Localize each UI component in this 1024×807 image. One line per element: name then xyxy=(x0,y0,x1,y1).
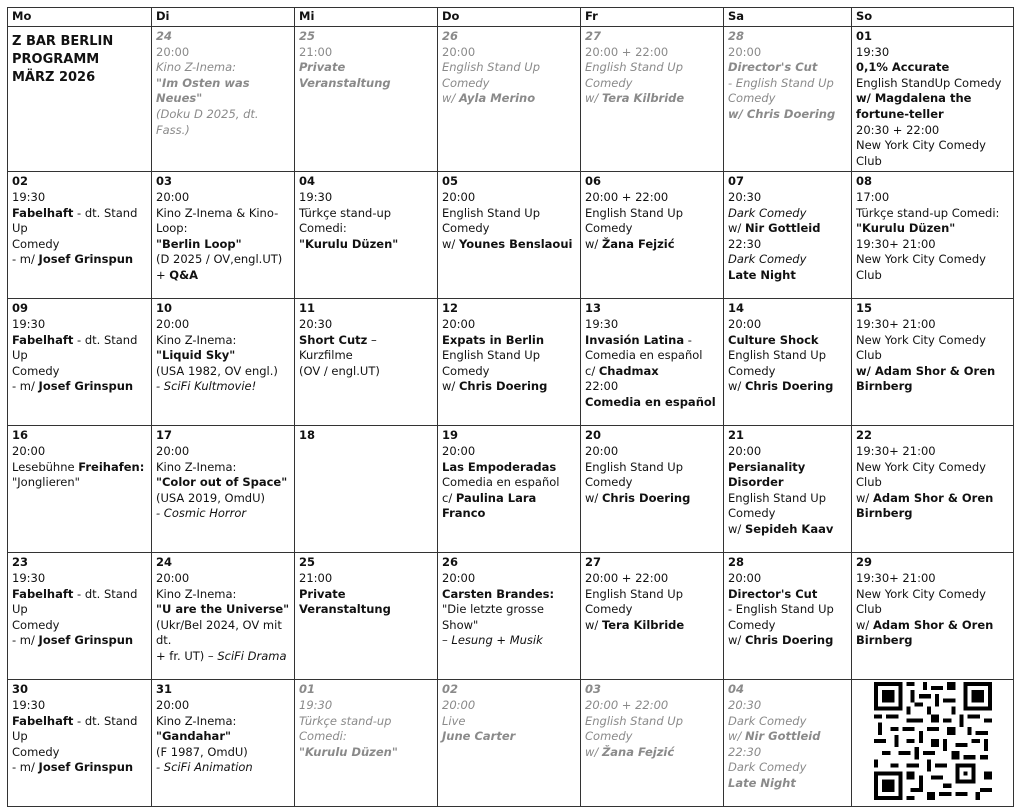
week-row-5 xyxy=(8,553,1014,680)
day-number: 28 xyxy=(728,555,745,570)
day-number: 09 xyxy=(12,301,29,316)
day-number: 29 xyxy=(856,555,873,570)
day-number: 24 xyxy=(156,29,173,43)
day-number: 15 xyxy=(856,301,873,316)
day-number: 12 xyxy=(442,301,459,316)
day-number: 01 xyxy=(856,29,873,43)
header-friday: Fr xyxy=(581,8,724,27)
day-number: 25 xyxy=(299,555,316,570)
day-number: 03 xyxy=(156,174,173,189)
day-cell: 29 19:30+ 21:00 New York City Comedy Club w/ Adam Shor & Oren Birnberg xyxy=(852,553,1014,680)
day-number: 27 xyxy=(585,29,602,43)
day-cell: 30 19:30 Fabelhaft - dt. Stand Up Comedy - m/ Josef Grinspun xyxy=(8,680,152,807)
day-number: 30 xyxy=(12,682,29,697)
day-number: 26 xyxy=(442,555,459,570)
day-cell: 11 20:30 Short Cutz – Kurzfilme (OV / engl.UT) xyxy=(295,299,438,426)
day-cell: 31 20:00 Kino Z-Inema: "Gandahar" (F 1987, OmdU) - SciFi Animation xyxy=(152,680,295,807)
day-cell: 04 20:30 Dark Comedy w/ Nir Gottleid 22:30 Dark Comedy Late Night xyxy=(724,680,852,807)
day-number: 18 xyxy=(299,428,316,443)
day-cell: 24 20:00 Kino Z-Inema: "Im Osten was Neues" (Doku D 2025, dt. Fass.) xyxy=(152,27,295,172)
header-wednesday: Mi xyxy=(295,8,438,27)
program-title-cell xyxy=(8,27,152,172)
qr-code xyxy=(873,682,993,800)
day-cell: 20 20:00 English Stand Up Comedy w/ Chris Doering xyxy=(581,426,724,553)
day-number: 27 xyxy=(585,555,602,570)
day-cell: 01 19:30 Türkçe stand-up Comedi: "Kurulu Düzen" xyxy=(295,680,438,807)
day-number: 02 xyxy=(442,682,459,697)
day-number: 13 xyxy=(585,301,602,316)
day-cell: 12 20:00 Expats in Berlin English Stand Up Comedy w/ Chris Doering xyxy=(438,299,581,426)
qr-code-cell xyxy=(852,680,1014,807)
day-number: 11 xyxy=(299,301,316,316)
day-number: 01 xyxy=(299,682,316,697)
program-title: Z BAR BERLIN PROGRAMM MÄRZ 2026 xyxy=(12,34,114,85)
day-number: 16 xyxy=(12,428,29,443)
week-row-6 xyxy=(8,680,1014,807)
day-cell: 06 20:00 + 22:00 English Stand Up Comedy w/ Žana Fejzić xyxy=(581,172,724,299)
week-row-3 xyxy=(8,299,1014,426)
day-number: 21 xyxy=(728,428,745,443)
day-cell: 07 20:30 Dark Comedy w/ Nir Gottleid 22:30 Dark Comedy Late Night xyxy=(724,172,852,299)
day-cell: 22 19:30+ 21:00 New York City Comedy Club w/ Adam Shor & Oren Birnberg xyxy=(852,426,1014,553)
day-cell: 13 19:30 Invasión Latina - Comedia en español c/ Chadmax 22:00 Comedia en español xyxy=(581,299,724,426)
day-number: 19 xyxy=(442,428,459,443)
week-row-4 xyxy=(8,426,1014,553)
day-cell: 08 17:00 Türkçe stand-up Comedi: "Kurulu Düzen" 19:30+ 21:00 New York City Comedy Club xyxy=(852,172,1014,299)
day-number: 23 xyxy=(12,555,29,570)
day-cell: 01 19:30 0,1% Accurate English StandUp Comedy w/ Magdalena the fortune-teller 20:30 + 22:00 New York City Comedy Club xyxy=(852,27,1014,172)
day-cell xyxy=(295,426,438,553)
day-cell: 03 20:00 Kino Z-Inema & Kino- Loop: "Berlin Loop" (D 2025 / OV,engl.UT) + Q&A xyxy=(152,172,295,299)
day-cell: 02 20:00 Live June Carter xyxy=(438,680,581,807)
day-number: 08 xyxy=(856,174,873,189)
day-cell: 27 20:00 + 22:00 English Stand Up Comedy w/ Tera Kilbride xyxy=(581,27,724,172)
day-cell: 23 19:30 Fabelhaft - dt. Stand Up Comedy - m/ Josef Grinspun xyxy=(8,553,152,680)
day-cell: 09 19:30 Fabelhaft - dt. Stand Up Comedy - m/ Josef Grinspun xyxy=(8,299,152,426)
day-number: 05 xyxy=(442,174,459,189)
header-thursday: Do xyxy=(438,8,581,27)
day-number: 14 xyxy=(728,301,745,316)
day-number: 25 xyxy=(299,29,316,43)
day-cell: 24 20:00 Kino Z-Inema: "U are the Universe" (Ukr/Bel 2024, OV mit dt. + fr. UT) – SciFi Drama xyxy=(152,553,295,680)
day-number: 03 xyxy=(585,682,602,697)
day-number: 31 xyxy=(156,682,173,697)
program-calendar xyxy=(7,7,1014,807)
day-cell: 26 20:00 English Stand Up Comedy w/ Ayla Merino xyxy=(438,27,581,172)
day-cell: 02 19:30 Fabelhaft - dt. Stand Up Comedy - m/ Josef Grinspun xyxy=(8,172,152,299)
header-saturday: Sa xyxy=(724,8,852,27)
day-cell: 21 20:00 Persianality Disorder English Stand Up Comedy w/ Sepideh Kaav xyxy=(724,426,852,553)
day-cell: 26 20:00 Carsten Brandes: "Die letzte grosse Show" – Lesung + Musik xyxy=(438,553,581,680)
day-number: 26 xyxy=(442,29,459,43)
weekday-header-row xyxy=(8,8,1014,27)
header-sunday: So xyxy=(852,8,1014,27)
day-cell: 25 21:00 Private Veranstaltung xyxy=(295,553,438,680)
day-cell: 10 20:00 Kino Z-Inema: "Liquid Sky" (USA 1982, OV engl.) - SciFi Kultmovie! xyxy=(152,299,295,426)
day-cell: 14 20:00 Culture Shock English Stand Up Comedy w/ Chris Doering xyxy=(724,299,852,426)
day-cell: 19 20:00 Las Empoderadas Comedia en español c/ Paulina Lara Franco xyxy=(438,426,581,553)
week-row-1 xyxy=(8,27,1014,172)
day-cell: 04 19:30 Türkçe stand-up Comedi: "Kurulu Düzen" xyxy=(295,172,438,299)
day-number: 07 xyxy=(728,174,745,189)
day-number: 04 xyxy=(728,682,745,697)
day-number: 22 xyxy=(856,428,873,443)
day-number: 04 xyxy=(299,174,316,189)
day-number: 20 xyxy=(585,428,602,443)
header-tuesday: Di xyxy=(152,8,295,27)
day-number: 02 xyxy=(12,174,29,189)
day-cell: 27 20:00 + 22:00 English Stand Up Comedy w/ Tera Kilbride xyxy=(581,553,724,680)
day-cell: 16 20:00 Lesebühne Freihafen: "Jonglieren" xyxy=(8,426,152,553)
day-cell: 25 21:00 Private Veranstaltung xyxy=(295,27,438,172)
day-cell: 17 20:00 Kino Z-Inema: "Color out of Space" (USA 2019, OmdU) - Cosmic Horror xyxy=(152,426,295,553)
day-number: 24 xyxy=(156,555,173,570)
day-cell: 28 20:00 Director's Cut - English Stand Up Comedy w/ Chris Doering xyxy=(724,553,852,680)
day-number: 06 xyxy=(585,174,602,189)
day-cell: 15 19:30+ 21:00 New York City Comedy Club w/ Adam Shor & Oren Birnberg xyxy=(852,299,1014,426)
day-number: 28 xyxy=(728,29,745,43)
day-cell: 03 20:00 + 22:00 English Stand Up Comedy w/ Žana Fejzić xyxy=(581,680,724,807)
week-row-2 xyxy=(8,172,1014,299)
day-number: 10 xyxy=(156,301,173,316)
day-number: 17 xyxy=(156,428,173,443)
day-cell: 28 20:00 Director's Cut - English Stand Up Comedy w/ Chris Doering xyxy=(724,27,852,172)
day-cell: 05 20:00 English Stand Up Comedy w/ Younes Benslaoui xyxy=(438,172,581,299)
header-monday: Mo xyxy=(8,8,152,27)
